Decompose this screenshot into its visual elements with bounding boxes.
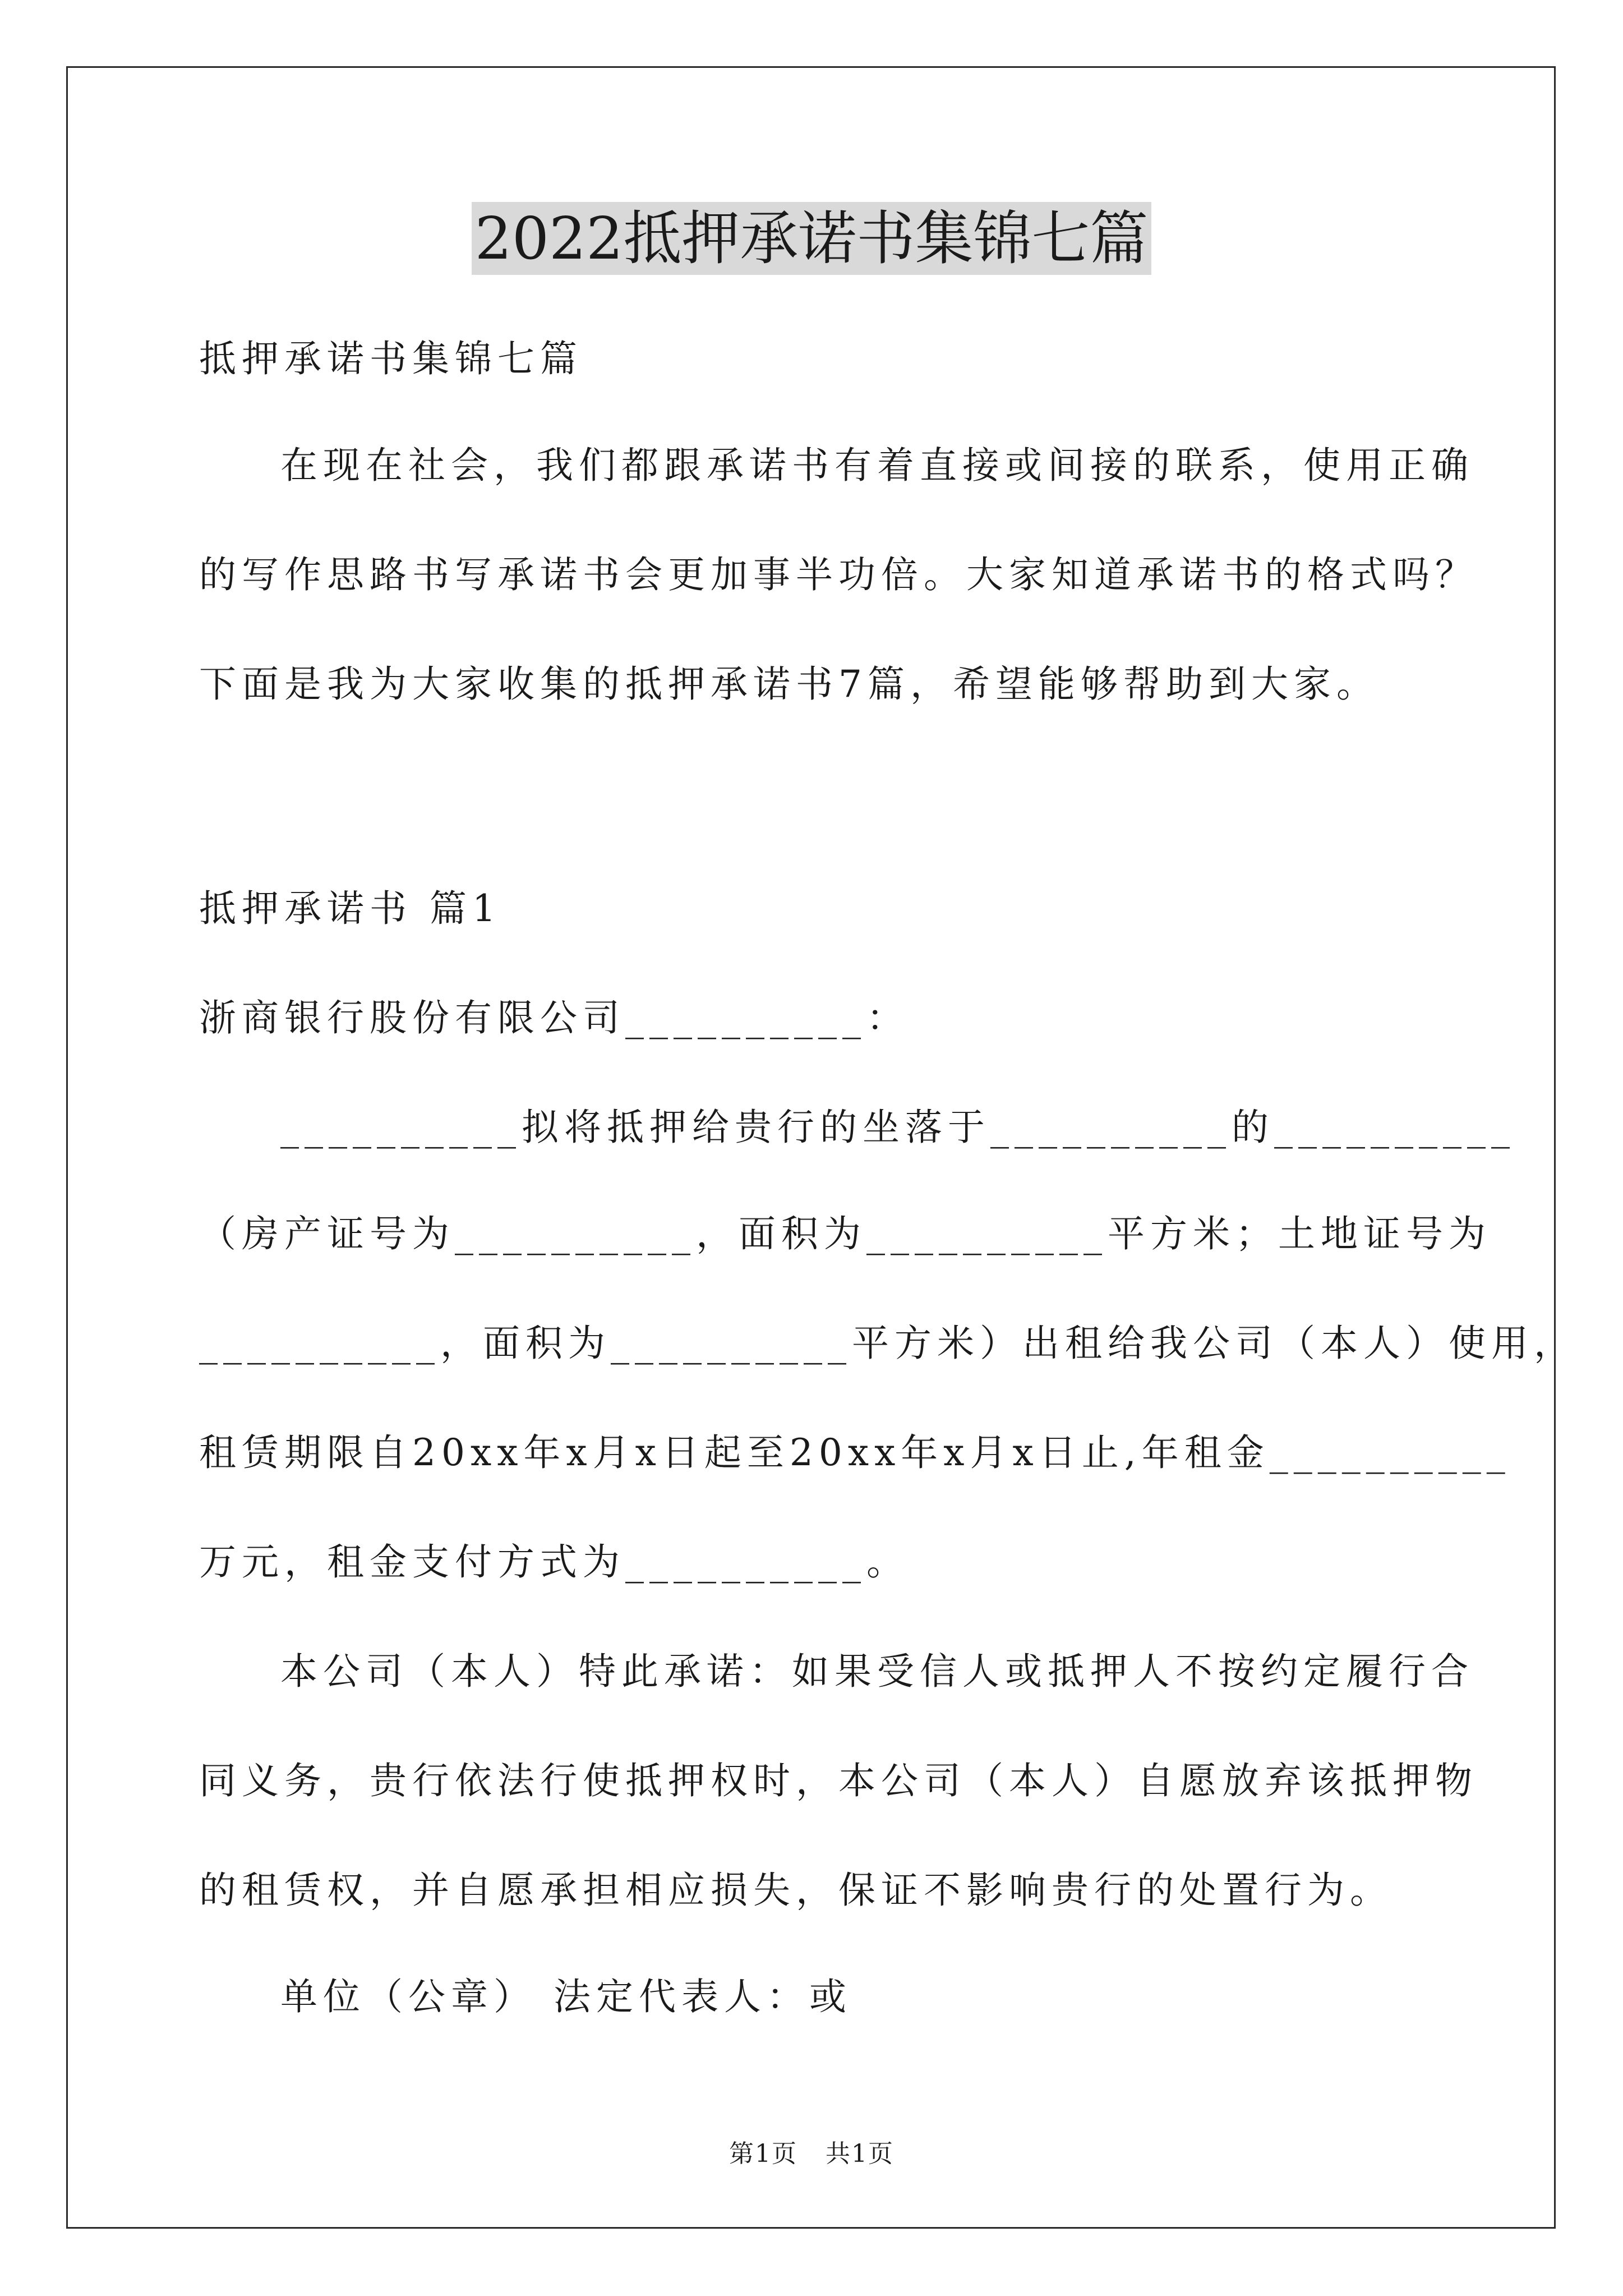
body-line-2: （房产证号为__________，面积为__________平方米；土地证号为 bbox=[199, 1212, 1491, 1255]
intro-paragraph bbox=[280, 438, 1531, 494]
commitment-line-3: 的租赁权，并自愿承担相应损失，保证不影响贵行的处置行为。 bbox=[199, 1869, 1393, 1912]
commitment-line-2: 同义务，贵行依法行使抵押权时，本公司（本人）自愿放弃该抵押物 bbox=[199, 1759, 1478, 1802]
addressee-line: 浙商银行股份有限公司__________： bbox=[199, 996, 909, 1039]
document-subtitle bbox=[199, 331, 1450, 387]
body-line-1: __________拟将抵押给贵行的坐落于__________的__________ bbox=[280, 1106, 1515, 1149]
body-line-5: 万元，租金支付方式为__________。 bbox=[199, 1540, 909, 1584]
subtitle-line: 抵押承诺书集锦七篇 bbox=[199, 337, 583, 380]
section-heading bbox=[199, 881, 1450, 937]
body-paragraph bbox=[280, 1099, 1531, 1156]
commitment-line-1: 本公司（本人）特此承诺：如果受信人或抵押人不按约定履行合 bbox=[280, 1650, 1474, 1693]
signature-line: 单位（公章） 法定代表人：或 bbox=[280, 1975, 852, 2018]
document-title bbox=[0, 202, 1623, 275]
section1-heading: 抵押承诺书 篇1 bbox=[199, 887, 501, 930]
commitment-paragraph-cont bbox=[199, 1753, 1478, 1918]
addressee bbox=[199, 990, 1450, 1046]
document-title-text: 2022抵押承诺书集锦七篇 bbox=[472, 202, 1152, 275]
commitment-paragraph bbox=[280, 1644, 1531, 1700]
intro-line-2: 的写作思路书写承诺书会更加事半功倍。大家知道承诺书的格式吗？ bbox=[199, 553, 1478, 596]
page-number-total: 共1页 bbox=[826, 2139, 894, 2168]
intro-paragraph-cont bbox=[199, 547, 1478, 712]
body-line-3: __________，面积为__________平方米）出租给我公司（本人）使用， bbox=[199, 1322, 1576, 1365]
intro-line-1: 在现在社会，我们都跟承诺书有着直接或间接的联系，使用正确 bbox=[280, 444, 1474, 487]
body-paragraph-cont bbox=[199, 1206, 1576, 1590]
signature-paragraph bbox=[280, 1969, 1531, 2025]
body-line-4: 租赁期限自20xx年x月x日起至20xx年x月x日止,年租金__________ bbox=[199, 1431, 1511, 1474]
page-footer bbox=[0, 2137, 1623, 2171]
page-number-current: 第1页 bbox=[729, 2139, 797, 2168]
intro-line-3: 下面是我为大家收集的抵押承诺书7篇，希望能够帮助到大家。 bbox=[199, 662, 1379, 706]
